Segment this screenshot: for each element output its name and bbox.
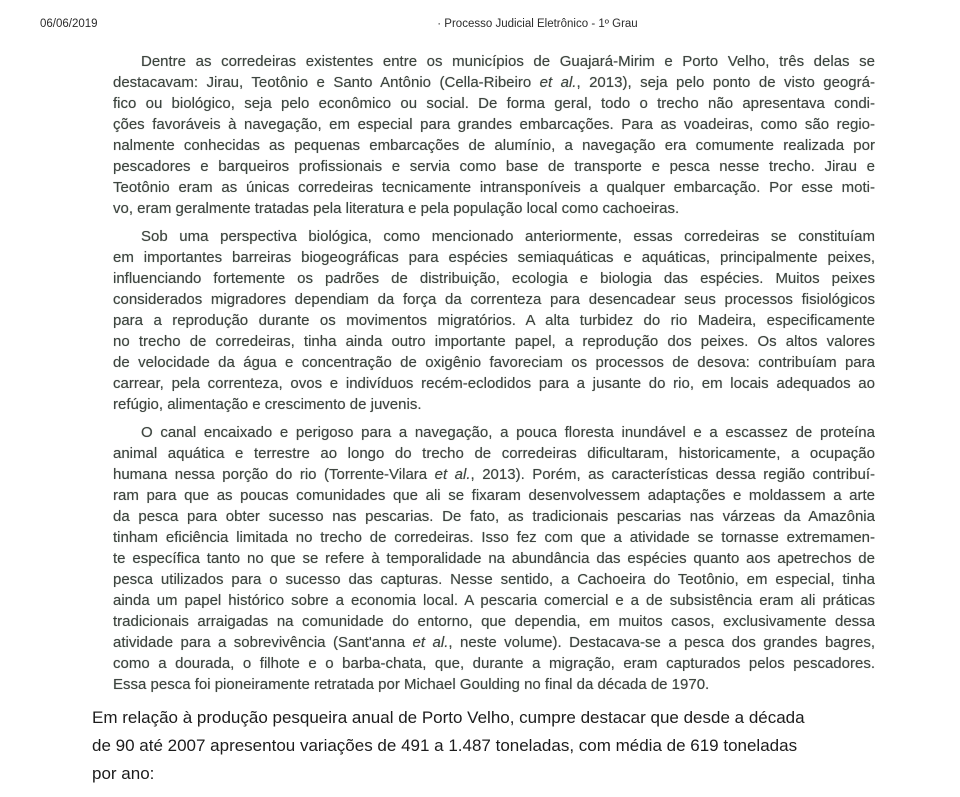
text-line: Teotônio eram as únicas corredeiras tecnicamente intransponíveis a qualquer embarcação. Por esse moti- [113, 179, 875, 196]
paragraph [113, 226, 875, 415]
closing-paragraph [92, 704, 892, 788]
text-line: O canal encaixado e perigoso para a navegação, a pouca floresta inundável e a escassez de proteína [141, 424, 875, 441]
text-line: pesca utilizados para o sucesso das capturas. Nesse sentido, a Cachoeira do Teotônio, em especial, tinha [113, 571, 875, 588]
text-line: animal aquática e terrestre ao longo do trecho de corredeiras dificultaram, historicamente, a ocupação [113, 445, 875, 462]
paragraph [113, 422, 875, 695]
text-line: de 90 até 2007 apresentou variações de 491 a 1.487 toneladas, com média de 619 toneladas [92, 736, 798, 755]
text-line: humana nessa porção do rio (Torrente-Vilara et al., 2013). Porém, as características dessa região contribuí- [113, 466, 875, 483]
text-line: da pesca para obter sucesso nas pescarias. De fato, as tradicionais pescarias nas várzeas da Amazônia [113, 508, 875, 525]
text-line: refúgio, alimentação e crescimento de juvenis. [113, 396, 422, 413]
header-title: · Processo Judicial Eletrônico - 1º Grau [437, 18, 638, 30]
text-line: atividade para a sobrevivência (Sant'anna et al., neste volume). Destacava-se a pesca dos grandes bagres, [113, 634, 875, 651]
text-line: Em relação à produção pesqueira anual de Porto Velho, cumpre destacar que desde a década [92, 708, 805, 727]
text-line: carrear, pela correnteza, ovos e indivíduos recém-eclodidos para a jusante do rio, em locais adequados ao [113, 375, 875, 392]
text-line: ram para que as poucas comunidades que ali se fixaram desenvolvessem adaptações e moldassem a arte [113, 487, 875, 504]
text-line: nalmente conhecidas as pequenas embarcações de alumínio, a navegação era comumente realizada por [113, 137, 875, 154]
text-line: em importantes barreiras biogeográficas para espécies semiaquáticas e aquáticas, principalmente peixes, [113, 249, 875, 266]
text-line: para a reprodução durante os movimentos migratórios. A alta turbidez do rio Madeira, especificamente [113, 312, 875, 329]
text-line: destacavam: Jirau, Teotônio e Santo Antônio (Cella-Ribeiro et al., 2013), seja pelo ponto de visto geográ- [113, 74, 875, 91]
text-line: ções favoráveis à navegação, em especial para grandes embarcações. Para as voadeiras, como são regio- [113, 116, 875, 133]
text-line: tinham eficiência limitada no trecho de corredeiras. Isso fez com que a atividade se tornasse extremamen- [113, 529, 875, 546]
text-line: considerados migradores dependiam da força da correnteza para desencadear seus processos fisiológicos [113, 291, 875, 308]
text-line: influenciando fortemente os padrões de distribuição, ecologia e biologia das espécies. Muitos peixes [113, 270, 875, 287]
text-line: pescadores e barqueiros profissionais e servia como base de transporte e pesca nesse trecho. Jirau e [113, 158, 875, 175]
text-line: Sob uma perspectiva biológica, como mencionado anteriormente, essas corredeiras se constituíam [141, 228, 875, 245]
document-body [113, 51, 875, 695]
text-line: de velocidade da água e concentração de oxigênio favoreciam os processos de desova: contribuíam para [113, 354, 875, 371]
text-line: Dentre as corredeiras existentes entre os municípios de Guajará-Mirim e Porto Velho, três delas se [141, 53, 875, 70]
text-line: fico ou biológico, seja pelo econômico ou social. De forma geral, todo o trecho não apresentava condi- [113, 95, 875, 112]
paragraph [113, 51, 875, 219]
text-line: Essa pesca foi pioneiramente retratada por Michael Goulding no final da década de 1970. [113, 676, 710, 693]
text-line: por ano: [92, 764, 155, 783]
text-line: ainda um papel histórico sobre a economia local. A pescaria comercial e a de subsistência eram ali práticas [113, 592, 875, 609]
text-line: vo, eram geralmente tratadas pela literatura e pela população local como cachoeiras. [113, 200, 680, 217]
text-line: como a dourada, o filhote e o barba-chata, que, durante a migração, eram capturados pelos pescadores. [113, 655, 875, 672]
text-line: te específica tanto no que se refere à temporalidade na abundância das espécies quanto aos apetrechos de [113, 550, 875, 567]
text-line: no trecho de corredeiras, tinha ainda outro importante papel, a reprodução dos peixes. Os altos valores [113, 333, 875, 350]
text-line: tradicionais arraigadas na comunidade do entorno, que dependia, em muitos casos, exclusivamente dessa [113, 613, 875, 630]
header-date: 06/06/2019 [40, 18, 98, 30]
